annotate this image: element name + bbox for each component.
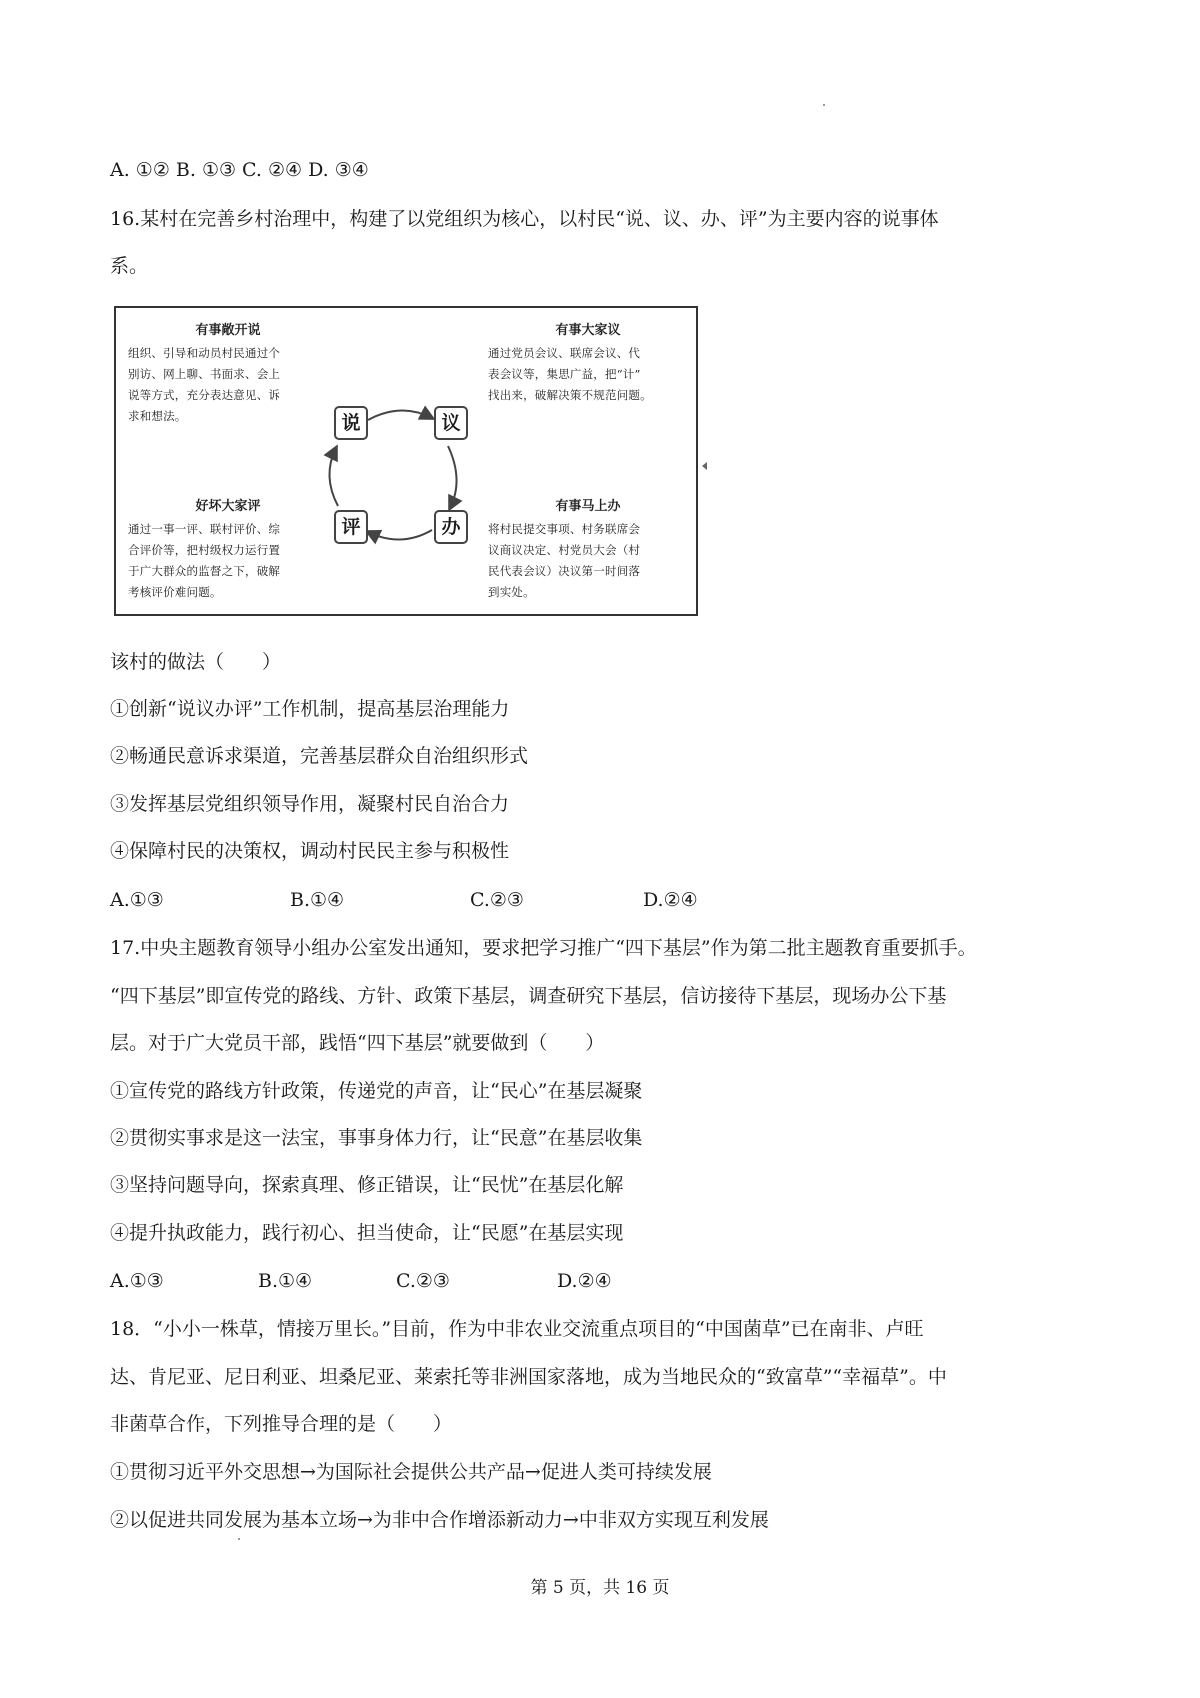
node-shuo: 说 <box>334 406 368 440</box>
q16-question: 该村的做法（ ） <box>110 651 282 673</box>
figure-block-body: 将村民提交事项、村务联席会 议商议决定、村党员大会（村 民代表会议）决议第一时间落 到实处。 <box>488 522 641 599</box>
q18-stem-line3: 非菌草合作，下列推导合理的是（ ） <box>110 1413 453 1435</box>
q16-option-a: A.①③ <box>110 889 164 911</box>
q16-item-4: ④保障村民的决策权，调动村民民主参与积极性 <box>110 840 510 862</box>
q18-item-2: ②以促进共同发展为基本立场→为非中合作增添新动力→中非双方实现互利发展 <box>110 1509 769 1531</box>
scan-speck <box>823 104 825 106</box>
q17-option-d: D.②④ <box>557 1270 612 1292</box>
scan-speck <box>238 1538 240 1540</box>
q17-option-c: C.②③ <box>396 1270 450 1292</box>
q17-item-3: ③坚持问题导向，探索真理、修正错误，让“民忧”在基层化解 <box>110 1174 624 1196</box>
q16-item-1: ①创新“说议办评”工作机制，提高基层治理能力 <box>110 698 510 720</box>
q16-option-b: B.①④ <box>290 889 345 911</box>
q17-stem-line2: “四下基层”即宣传党的路线、方针、政策下基层，调查研究下基层，信访接待下基层，现场办公下基 <box>110 985 947 1007</box>
q17-stem-line3: 层。对于广大党员干部，践悟“四下基层”就要做到（ ） <box>110 1032 605 1054</box>
figure-block-body: 通过一事一评、联村评价、综 合评价等，把村级权力运行置 于广大群众的监督之下，破解 考核评价难问题。 <box>128 522 281 599</box>
q17-item-1: ①宣传党的路线方针政策，传递党的声音，让“民心”在基层凝聚 <box>110 1080 643 1102</box>
q16-option-c: C.②③ <box>470 889 524 911</box>
q18-stem-line2: 达、肯尼亚、尼日利亚、坦桑尼亚、莱索托等非洲国家落地，成为当地民众的“致富草”“幸福草”。中 <box>110 1366 947 1388</box>
cycle-arrows <box>116 308 696 614</box>
figure-block-title: 有事马上办 <box>555 499 621 514</box>
q16-item-2: ②畅通民意诉求渠道，完善基层群众自治组织形式 <box>110 745 529 767</box>
node-ping: 评 <box>334 510 368 544</box>
node-yi: 议 <box>434 406 468 440</box>
figure-block-title: 有事大家议 <box>555 323 621 338</box>
q17-item-2: ②贯彻实事求是这一法宝，事事身体力行，让“民意”在基层收集 <box>110 1127 643 1149</box>
q16-figure <box>114 306 698 616</box>
q16-option-d: D.②④ <box>643 889 698 911</box>
figure-block-body: 组织、引导和动员村民通过个 别访、网上聊、书面求、会上 说等方式，充分表达意见、诉 求和想法。 <box>128 346 281 423</box>
q16-stem-line2: 系。 <box>110 255 149 277</box>
page-footer: 第 5 页，共 16 页 <box>530 1578 670 1598</box>
q16-item-3: ③发挥基层党组织领导作用，凝聚村民自治合力 <box>110 793 510 815</box>
node-ban: 办 <box>434 510 468 544</box>
figure-block-title: 有事敞开说 <box>195 323 261 338</box>
figure-block-title: 好坏大家评 <box>195 499 261 514</box>
arrow-yi-to-ban <box>448 446 457 508</box>
q17-option-b: B.①④ <box>258 1270 313 1292</box>
arrow-ban-to-ping <box>368 530 432 540</box>
q17-stem-line1: 17.中央主题教育领导小组办公室发出通知，要求把学习推广“四下基层”作为第二批主题教育重要抓手。 <box>110 937 977 959</box>
figure-side-mark <box>702 462 707 470</box>
q17-option-a: A.①③ <box>110 1270 164 1292</box>
arrow-shuo-to-yi <box>368 410 432 420</box>
q16-stem-line1: 16.某村在完善乡村治理中，构建了以党组织为核心，以村民“说、议、办、评”为主要内容的说事体 <box>110 208 939 230</box>
q18-stem-line1: 18．“小小一株草，情接万里长。”目前，作为中非农业交流重点项目的“中国菌草”已在南非、卢旺 <box>110 1318 924 1340</box>
q18-item-1: ①贯彻习近平外交思想→为国际社会提供公共产品→促进人类可持续发展 <box>110 1461 712 1483</box>
arrow-ping-to-shuo <box>329 448 338 506</box>
q17-item-4: ④提升执政能力，践行初心、担当使命，让“民愿”在基层实现 <box>110 1222 624 1244</box>
figure-block-body: 通过党员会议、联席会议、代 表会议等，集思广益，把“计” 找出来，破解决策不规范问题。 <box>488 346 652 402</box>
q15-options: A. ①② B. ①③ C. ②④ D. ③④ <box>110 159 369 181</box>
